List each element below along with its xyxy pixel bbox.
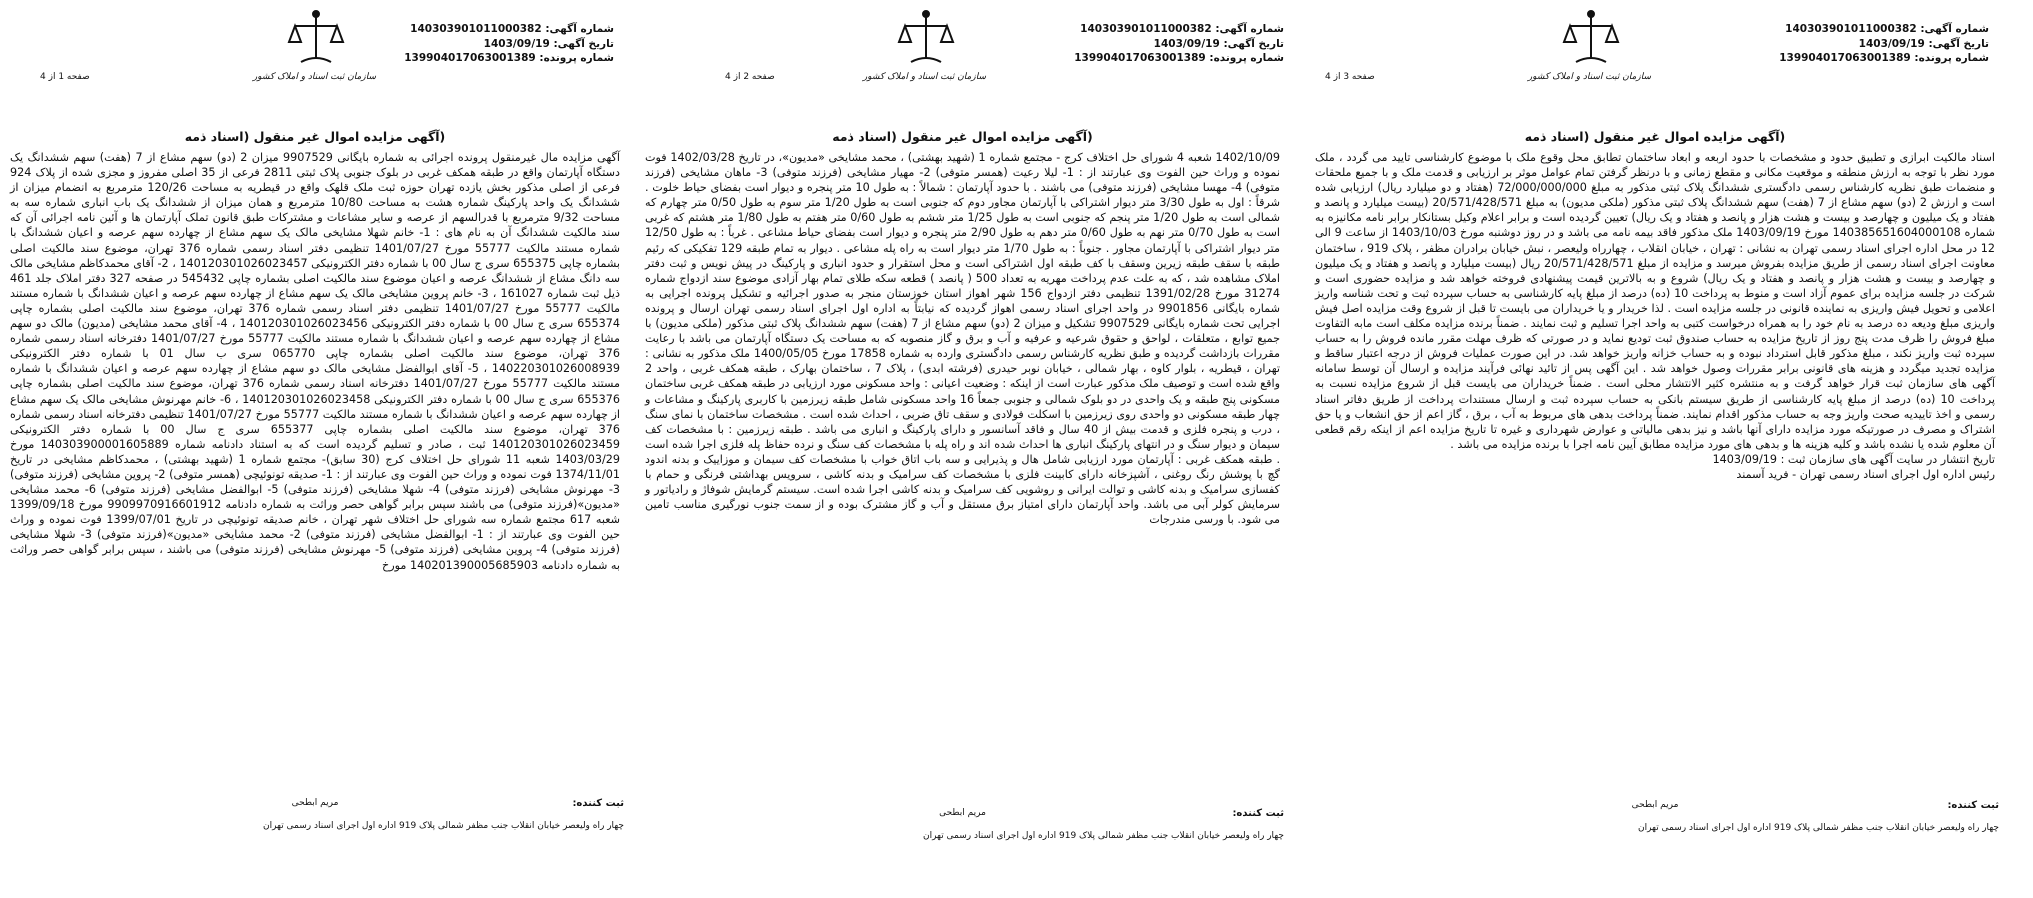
page-header — [1311, 0, 1999, 115]
file-number-label: شماره پرونده: — [539, 52, 614, 64]
emblem — [252, 8, 376, 82]
page-title: (آگهی مزایده اموال غیر منقول (اسناد ذمه — [832, 129, 1093, 144]
page-header — [6, 0, 624, 115]
ad-date-label: تاریخ آگهی: — [1928, 37, 1989, 50]
emblem — [1527, 8, 1651, 82]
page-footer — [641, 808, 1284, 841]
office-address: چهار راه ولیعصر خیابان انقلاب جنب مظفر شمالی پلاک 919 اداره اول اجرای اسناد رسمی تهران — [1637, 823, 1999, 833]
page-number: صفحه 3 از 4 — [1325, 72, 1375, 82]
registrar-label: ثبت کننده: — [572, 798, 624, 809]
page-number: صفحه 1 از 4 — [40, 72, 90, 82]
registrar-name: مریم ابطحی — [1631, 800, 1679, 810]
ad-number-label: شماره آگهی: — [545, 23, 614, 35]
ad-number-label: شماره آگهی: — [1920, 23, 1989, 35]
ad-meta — [404, 22, 614, 66]
judiciary-scales-emblem-icon — [281, 8, 351, 70]
file-number-label: شماره پرونده: — [1914, 52, 1989, 64]
ad-date: 1403/09/19 — [483, 37, 550, 50]
org-name: سازمان ثبت اسناد و املاک کشور — [1527, 72, 1651, 82]
document-page-1 — [0, 0, 630, 898]
org-name: سازمان ثبت اسناد و املاک کشور — [862, 72, 986, 82]
registrar-name: مریم ابطحی — [291, 798, 339, 808]
document-page-3 — [1305, 0, 2005, 898]
page-footer — [6, 798, 624, 831]
org-name: سازمان ثبت اسناد و املاک کشور — [252, 72, 376, 82]
ad-date: 1403/09/19 — [1153, 37, 1220, 50]
judiciary-scales-emblem-icon — [891, 8, 961, 70]
registrar-label: ثبت کننده: — [1947, 800, 1999, 811]
file-number: 139904017063001389 — [404, 52, 536, 64]
office-address: چهار راه ولیعصر خیابان انقلاب جنب مظفر شمالی پلاک 919 اداره اول اجرای اسناد رسمی تهران — [922, 831, 1284, 841]
document-page-2 — [635, 0, 1290, 898]
ad-body-text: اسناد مالکیت ابرازی و تطبیق حدود و مشخصات با حدود اربعه و ابعاد ساختمان تطابق محل وقوع ملک با موضوع کارشناسی تایید می گردد ، ملک مورد نظر با توجه به ارزش منطقه و موقعیت مکانی و مقطع زمانی و با درنظر گرفتن تمام عوامل موثر بر ارزیابی و قدمت ملک و با جمیع ملحقات و منضمات طبق نظریه کارشناس رسمی دادگستری ششدانگ پلاک ثبتی مذکور به مبلغ 72/000/000/000 (هفتاد و دو میلیارد ریال) ارزیابی شده است و ارزش 2 (دو) سهم مشاع از 7 (هفت) سهم ششدانگ پلاک ثبتی مذکور (ملکی مدیون) به مبلغ 20/571/428/571 (بیست میلیارد و پانصد و هفتاد و یک میلیون و چهارصد و بیست و هشت هزار و پانصد و هفتاد و یک ریال) تعیین گردیده است و برابر اعلام وکیل بستانکار برابر نامه مکانیزه به شماره 140385651604000108 مورخ 1403/09/19 ملک مذکور فاقد بیمه نامه می باشد و در روز دوشنبه مورخ 1403/10/03 از ساعت 9 الی 12 در محل اداره اجرای اسناد رسمی تهران به نشانی : تهران ، خیابان انقلاب ، چهارراه ولیعصر ، نبش خیابان برادران مظفر ، پلاک 919 ، ساختمان معاونت اجرای اسناد رسمی از طریق مزایده بفروش میرسد و مزایده از مبلغ 20/571/428/571 ریال (بیست میلیارد و پانصد و هفتاد و یک میلیون و چهارصد و بیست و هشت هزار و پانصد و هفتاد و یک ریال) شروع و به بالاترین قیمت پیشنهادی فروخته خواهد شد و مزایده حضوری است و شرکت در جلسه مزایده برای عموم آزاد است و منوط به پرداخت 10 (ده) درصد از مبلغ پایه کارشناسی به حساب سپرده ثبت و تحت شناسه واریز اعلامی و تحویل فیش واریزی به نماینده قانونی در جلسه مزایده است . لذا خریدار و یا خریداران می بایست تا قبل از شروع وقت مزایده اصل فیش واریزی مبلغ ودیعه ده درصد به نام خود را به همراه درخواست کتبی به واحد اجرا تسلیم و ثبت نمایند . ضمناً برنده مزایده مکلف است مابه التفاوت مبلغ فروش را ظرف مدت پنج روز از تاریخ مزایده به حساب صندوق ثبت تودیع نماید و در صورتی که ظرف مهلت مقرر مانده فروش را به حساب سپرده ثبت واریز نکند ، مبلغ مذکور قابل استرداد نبوده و به حساب خزانه واریز خواهد شد. در این صورت عملیات فروش از درجه اعتبار ساقط و مزایده تجدید میگردد و هزینه های قانونی برابر مقررات وصول خواهد شد . این آگهی پس از تائید نهائی فرآیند مزایده و ارسال آن توسط سامانه آگهی های سازمان ثبت قرار خواهد گرفت و به منتشره کثیر الانتشار محلی است . ضمناً خریداران می بایست قبل از شروع مزایده نسبت به پرداخت 10 (ده) درصد از مبلغ پایه کارشناسی از طریق سیستم بانکی به حساب سپرده ثبت و ارسال مستندات پرداخت از طریق دفاتر اسناد رسمی و اخذ تاییدیه صحت واریز وجه به حساب مذکور اقدام نمایند. ضمناً پرداخت بدهی های مربوط به آب ، برق ، گاز اعم از حق انشعاب و یا حق اشتراک و مصرف در صورتیکه مورد مزایده دارای آنها باشد و نیز بدهی مالیاتی و عوارض شهرداری و غیره تا تاریخ مزایده اعم از اینکه رقم قطعی آن معلوم شده یا نشده باشد و کلیه هزینه ها و بدهی های مورد مزایده مطابق آیین نامه اجرا با برنده مزایده می باشد . تاریخ انتشار در سایت آگهی های سازمان ثبت : 1403/09/19 رئیس اداره اول اجرای اسناد رسمی تهران - فرید آسمند — [1315, 151, 1996, 481]
ad-date-label: تاریخ آگهی: — [1223, 37, 1284, 50]
ad-number-label: شماره آگهی: — [1215, 23, 1284, 35]
ad-number: 140303901011000382 — [1080, 23, 1212, 35]
page-number: صفحه 2 از 4 — [725, 72, 775, 82]
page-header — [641, 0, 1284, 115]
registrar-name: مریم ابطحی — [939, 808, 986, 818]
ad-number: 140303901011000382 — [410, 23, 542, 35]
registrar-label: ثبت کننده: — [1232, 808, 1284, 819]
file-number: 139904017063001389 — [1779, 52, 1911, 64]
judiciary-scales-emblem-icon — [1556, 8, 1626, 70]
file-number-label: شماره پرونده: — [1209, 52, 1284, 64]
ad-body-text: 1402/10/09 شعبه 4 شورای حل اختلاف کرج - مجتمع شماره 1 (شهید بهشتی) ، محمد مشایخی «مدیون»، در تاریخ 1402/03/28 فوت نموده و وراث حین الفوت وی عبارتند از : 1- لیلا رعیت (همسر متوفی) 2- مهیار مشایخی (فرزند متوفی) 3- ماهان مشایخی (فرزند متوفی) 4- مهسا مشایخی (فرزند متوفی) می باشند . با حدود آپارتمان : شمالاً : به طول 10 متر پنجره و دیوار است بفضای حیاط خلوت . شرقاً : اول به طول 3/30 متر دیوار اشتراکی با آپارتمان مجاور دوم که جنوبی است به طول 1/20 متر سوم به طول 0/50 متر چهارم که شمالی است به طول 1/20 متر پنجم که جنوبی است به طول 1/25 متر ششم به طول 0/60 متر هفتم به طول 1/80 متر هشتم که غربی است به طول 0/70 متر نهم به طول 0/60 متر دهم به طول 2/90 متر پنجره و دیوار است بفضای حیاط مشاعی . غرباً : به طول 12/50 متر دیوار اشتراکی با آپارتمان مجاور . جنوباً : به طول 1/70 متر دیوار است به راه پله مشاعی . دیوار به تمام طبقه 129 تفکیکی که رئیم طبقه با سقف طبقه زیرین وسقف با کف طبقه اول اشتراکی است و محل استقرار و حدود انباری و پارکینگ در پیش نویس و ثبت دفتر املاک مشاهده شد ، که به علت عدم پرداخت مهریه به تعداد 500 ( پانصد ) قطعه سکه طلای تمام بهار آزادی موضوع سند ازدواج شماره 31274 مورخ 1391/02/28 تنظیمی دفتر ازدواج 156 شهر اهواز استان خوزستان منجر به صدور اجرائیه و تشکیل پرونده اجرایی به شماره بایگانی 9901856 در واحد اجرای اسناد رسمی اهواز گردیده که نیابتاً به اداره اول اجرای اسناد رسمی تهران ارسال و پرونده اجرایی تحت شماره بایگانی 9907529 تشکیل و میزان 2 (دو) سهم مشاع از 7 (هفت) سهم ششدانگ پلاک ثبتی مذکور (ملکی مدیون) با جمیع توابع ، متعلقات ، لواحق و حقوق شرعیه و عرفیه و آب و برق و گاز منصوبه که به مساحت یک دستگاه آپارتمان می باشد با رعایت مقررات بازداشت گردیده و طبق نظریه کارشناس رسمی دادگستری وارده به شماره 17858 مورخ 1400/05/05 ملک مذکور به نشانی : تهران ، قیطریه ، بلوار کاوه ، بهار شمالی ، خیابان نوبر حیدری (فرشته ابدی) ، پلاک 7 ، ساختمان بهارک ، طبقه همکف غربی ، واحد 2 واقع شده است و توصیف ملک مذکور عبارت است از اینکه : وضعیت اعیانی : واحد مسکونی مورد ارزیابی در طبقه همکف غربی ساختمان مسکونی پنج طبقه و یک واحدی در دو بلوک شمالی و جنوبی جمعاً 16 واحد مسکونی شامل طبقه زیرزمین با کاربری پارکینگ و مشاعات و چهار طبقه مسکونی دو واحدی روی زیرزمین با اسکلت فولادی و سقف تاق ضربی ، احداث شده است . مشخصات ساختمان با نمای سنگ ، درب و پنجره فلزی و قدمت بیش از 40 سال و فاقد آسانسور و دارای پارکینگ و انباری می باشد . طبقه زیرزمین : با مشخصات کف سیمان و دیوار سنگ و در انتهای پارکینگ انباری ها احداث شده اند و راه پله با مشخصات کف سنگ و نرده حفاظ پله فلزی اجرا شده است . طبقه همکف غربی : آپارتمان مورد ارزیابی شامل هال و پذیرایی و سه باب اتاق خواب با مشخصات کف سیمان و موزاییک و بدنه اندود گچ با پوشش رنگ روغنی ، آشپزخانه دارای کابینت فلزی با مشخصات کف سرامیک و بدنه کاشی ، سرویس بهداشتی فرنگی و حمام با کفسازی سرامیک و بدنه کاشی و توالت ایرانی و روشویی کف سرامیک و بدنه کاشی اجرا شده است. سیستم گرمایش شوفاژ و رادیاتور و سرمایش کولر آبی می باشد. واحد آپارتمان دارای امتیاز برق مستقل و آب و گاز مشترک بوده و از سمت جنوب نورگیری مناسب تامین می شود. با ورسی مندرجات — [645, 151, 1281, 527]
office-address: چهار راه ولیعصر خیابان انقلاب جنب مظفر شمالی پلاک 919 اداره اول اجرای اسناد رسمی تهران — [262, 821, 624, 831]
emblem — [862, 8, 986, 82]
ad-date: 1403/09/19 — [1858, 37, 1925, 50]
ad-body-text: آگهی مزایده مال غیرمنقول پرونده اجرائی به شماره بایگانی 9907529 میزان 2 (دو) سهم مشاع از 7 (هفت) سهم ششدانگ یک دستگاه آپارتمان واقع در طبقه همکف غربی در بلوک جنوبی پلاک ثبتی 2811 فرعی از 35 اصلی مفروز و مجزی شده از پلاک 924 فرعی از اصلی مذکور بخش یازده تهران حوزه ثبت ملک قلهک واقع در قیطریه به مساحت 120/26 مترمربع به انضمام میزان از ششدانگ یک واحد پارکینگ شماره هشت به مساحت 10/80 مترمربع و همان میزان از ششدانگ یک باب انباری شماره سه به مساحت 9/32 مترمربع با قدرالسهم از عرصه و سایر مشاعات و مشترکات طبق قانون تملک آپارتمان ها و آئین نامه اجرائی آن که سند مالکیت ششدانگ آن به نام های : 1- خانم شهلا مشایخی مالک یک سهم مشاع از چهارده سهم عرصه و اعیان ششدانگ با شماره مستند مالکیت 55777 مورخ 1401/07/27 تنظیمی دفتر اسناد رسمی شماره 376 تهران، موضوع سند مالکیت اصلی بشماره چاپی 655375 سری ج سال 00 با شماره دفتر الکترونیکی 140120301026023457 ، 2- آقای محمدکاظم مشایخی مالک سه دانگ مشاع از ششدانگ عرصه و اعیان موضوع سند مالکیت اصلی بشماره چاپی 545432 در صفحه 327 دفتر املاک جلد 461 ذیل ثبت شماره 161027 ، 3- خانم پروین مشایخی مالک یک سهم مشاع از چهارده سهم عرصه و اعیان ششدانگ با شماره مستند مالکیت 55777 مورخ 1401/07/27 تنظیمی دفتر اسناد رسمی شماره 376 تهران، موضوع سند مالکیت اصلی بشماره چاپی 655374 سری ج سال 00 با شماره دفتر الکترونیکی 140120301026023456 ، 4- آقای محمد مشایخی (مدیون) مالک دو سهم مشاع از چهارده سهم عرصه و اعیان ششدانگ با شماره مستند مالکیت 55777 مورخ 1401/07/27 دفترخانه اسناد رسمی شماره 376 تهران، موضوع سند مالکیت اصلی بشماره چاپی 065770 سری ب سال 01 با شماره دفتر الکترونیکی 140220301026008939 ، 5- آقای ابوالفضل مشایخی مالک دو سهم مشاع از چهارده سهم عرصه و اعیان ششدانگ با شماره مستند مالکیت 55777 مورخ 1401/07/27 دفترخانه اسناد رسمی شماره 376 تهران، موضوع سند مالکیت اصلی بشماره چاپی 655376 سری ج سال 00 با شماره دفتر الکترونیکی 140120301026023458 ، 6- خانم مهرنوش مشایخی مالک یک سهم مشاع از چهارده سهم عرصه و اعیان ششدانگ با شماره مستند مالکیت 55777 مورخ 1401/07/27 تنظیمی دفترخانه اسناد رسمی شماره 376 تهران، موضوع سند مالکیت اصلی بشماره چاپی 655377 سری ج سال 00 با شماره دفتر الکترونیکی 140120301026023459 ثبت ، صادر و تسلیم گردیده است که به استناد دادنامه شماره 140303900001605889 مورخ 1403/03/29 شعبه 11 شورای حل اختلاف کرج (30 سابق)- مجتمع شماره 1 (شهید بهشتی) ، محمدکاظم مشایخی در تاریخ 1374/11/01 فوت نموده و وراث حین الفوت وی عبارتند از : 1- صدیقه تونوئیچی (همسر متوفی) 2- پروین مشایخی (فرزند متوفی) 3- مهرنوش مشایخی (فرزند متوفی) 4- شهلا مشایخی (فرزند متوفی) 5- ابوالفضل مشایخی (فرزند متوفی) 6- محمد مشایخی «مدیون»(فرزند متوفی) می باشند سپس برابر گواهی حصر وراثت به شماره دادنامه 9909970916601912 مورخ 1399/09/18 شعبه 617 مجتمع شماره سه شورای حل اختلاف شهر تهران ، خانم صدیقه تونوئیچی در تاریخ 1399/07/01 فوت نموده و وراث حین الفوت وی عبارتند از : 1- ابوالفضل مشایخی (فرزند متوفی) 2- محمد مشایخی «مدیون»(فرزند متوفی) 3- شهلا مشایخی (فرزند متوفی) 4- پروین مشایخی (فرزند متوفی) 5- مهرنوش مشایخی (فرزند متوفی) می باشند ، سپس برابر گواهی حصر وراثت به شماره دادنامه 140201390005685903 مورخ — [10, 151, 621, 572]
ad-meta — [1779, 22, 1989, 66]
file-number: 139904017063001389 — [1074, 52, 1206, 64]
ad-number: 140303901011000382 — [1785, 23, 1917, 35]
page-footer — [1311, 800, 1999, 833]
page-title: (آگهی مزایده اموال غیر منقول (اسناد ذمه — [184, 129, 446, 144]
ad-date-label: تاریخ آگهی: — [553, 37, 614, 50]
ad-meta — [1074, 22, 1284, 66]
page-title: (آگهی مزایده اموال غیر منقول (اسناد ذمه — [1524, 129, 1786, 144]
